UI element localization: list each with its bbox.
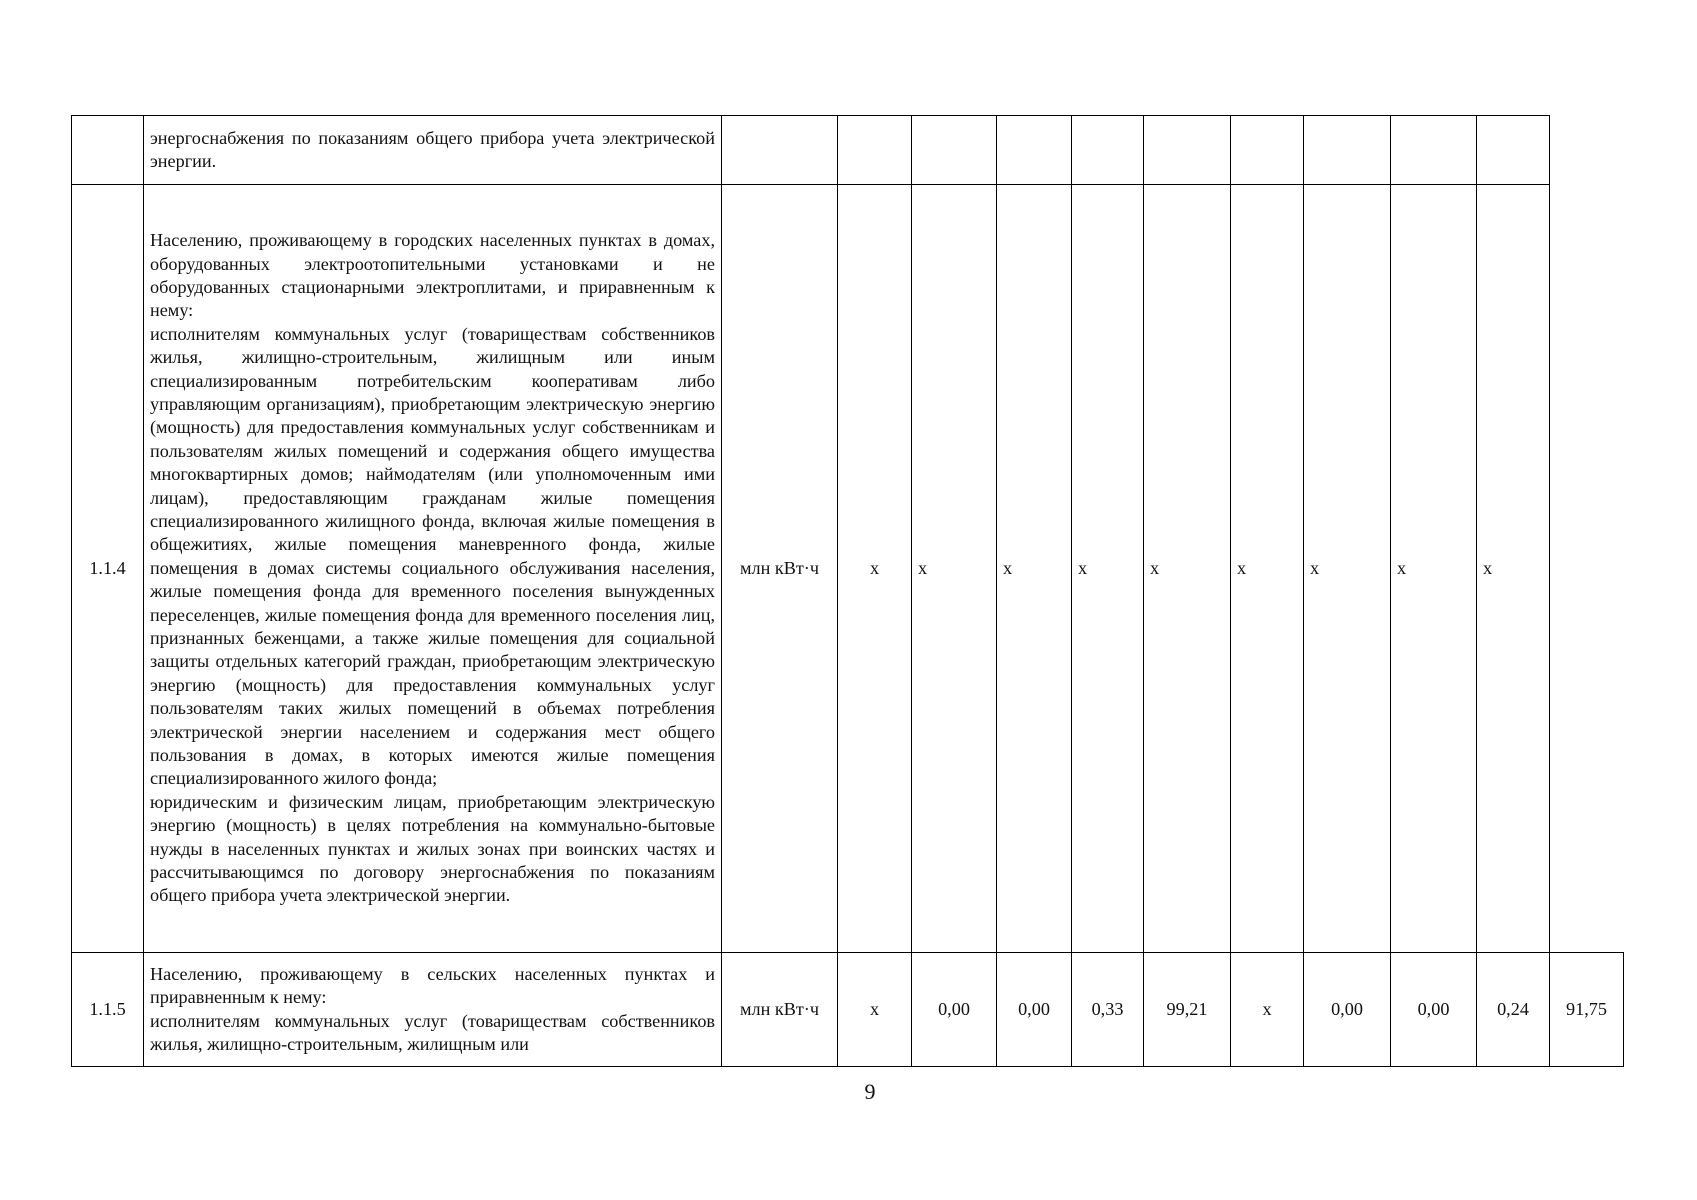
- value-cell: х: [1144, 185, 1231, 953]
- value-cell: х: [838, 185, 912, 953]
- value-cell: 91,75: [1550, 953, 1624, 1067]
- value-cell: 0,00: [1304, 953, 1391, 1067]
- description-paragraph: Населению, проживающему в сельских населенных пунктах и приравненным к нему:: [150, 963, 715, 1008]
- value-cell: 0,24: [1477, 953, 1550, 1067]
- value-cell: [912, 116, 997, 185]
- value-cell: х: [912, 185, 997, 953]
- value-cell: [1072, 116, 1144, 185]
- row-number: [72, 116, 144, 185]
- value-cell: [997, 116, 1072, 185]
- row-description: [144, 953, 722, 1067]
- row-number: 1.1.5: [72, 953, 144, 1067]
- value-cell: 0,33: [1072, 953, 1144, 1067]
- value-cell: х: [1231, 185, 1304, 953]
- unit-cell: [722, 116, 838, 185]
- unit-cell: млн кВт·ч: [722, 185, 838, 953]
- page-number: 9: [864, 1079, 876, 1104]
- description-paragraph: энергоснабжения по показаниям общего прибора учета электрической энергии.: [150, 127, 715, 171]
- description-paragraph: исполнителям коммунальных услуг (товариществам собственников жилья, жилищно-строительным, жилищным или иным специализированным потребительским кооперативам либо управляющим организациям), приобретающим электрическую энергию (мощность) для предоставления коммунальных услуг собственникам и пользователям жилых помещений и содержания общего имущества многоквартирных домов; наймодателям (или уполномоченным ими лицам), предоставляющим гражданам жилые помещения специализированного жилищного фонда, включая жилые помещения в общежитиях, жилые помещения маневренного фонда, жилые помещения в домах системы социального обслуживания населения, жилые помещения фонда для временного поселения вынужденных переселенцев, жилые помещения фонда для временного поселения лиц, признанных беженцами, а также жилые помещения для социальной защиты отдельных категорий граждан, приобретающим электрическую энергию (мощность) для предоставления коммунальных услуг пользователям таких жилых помещений в объемах потребления электрической энергии населением и содержания мест общего пользования в домах, в которых имеются жилые помещения специализированного жилого фонда;: [150, 323, 715, 789]
- description-paragraph: юридическим и физическим лицам, приобретающим электрическую энергию (мощность) в целях потребления на коммунально-бытовые нужды в населенных пунктах и жилых зонах при воинских частях и рассчитывающимся по договору энергоснабжения по показаниям общего прибора учета электрической энергии.: [150, 791, 715, 906]
- value-cell: х: [1477, 185, 1550, 953]
- value-cell: [1304, 116, 1391, 185]
- value-cell: [1231, 116, 1304, 185]
- value-cell: х: [1304, 185, 1391, 953]
- value-cell: х: [1391, 185, 1477, 953]
- row-description: [144, 185, 722, 953]
- value-cell: 0,00: [997, 953, 1072, 1067]
- value-cell: х: [997, 185, 1072, 953]
- value-cell: [1477, 116, 1550, 185]
- description-paragraph: Населению, проживающему в городских населенных пунктах в домах, оборудованных электроотопительными установками и не оборудованных стационарными электроплитами, и приравненным к нему:: [150, 230, 715, 321]
- table-row: [72, 116, 1624, 185]
- value-cell: 99,21: [1144, 953, 1231, 1067]
- value-cell: 0,00: [1391, 953, 1477, 1067]
- tariff-table: [71, 115, 1624, 1067]
- unit-cell: млн кВт·ч: [722, 953, 838, 1067]
- table-row: [72, 953, 1624, 1067]
- value-cell: [1144, 116, 1231, 185]
- table-row: [72, 185, 1624, 953]
- description-paragraph: исполнителям коммунальных услуг (товариществам собственников жилья, жилищно-строительным, жилищным или: [150, 1010, 715, 1054]
- value-cell: х: [1231, 953, 1304, 1067]
- value-cell: х: [838, 953, 912, 1067]
- value-cell: 0,00: [912, 953, 997, 1067]
- value-cell: [838, 116, 912, 185]
- value-cell: х: [1072, 185, 1144, 953]
- row-description: [144, 116, 722, 185]
- value-cell: [1391, 116, 1477, 185]
- row-number: 1.1.4: [72, 185, 144, 953]
